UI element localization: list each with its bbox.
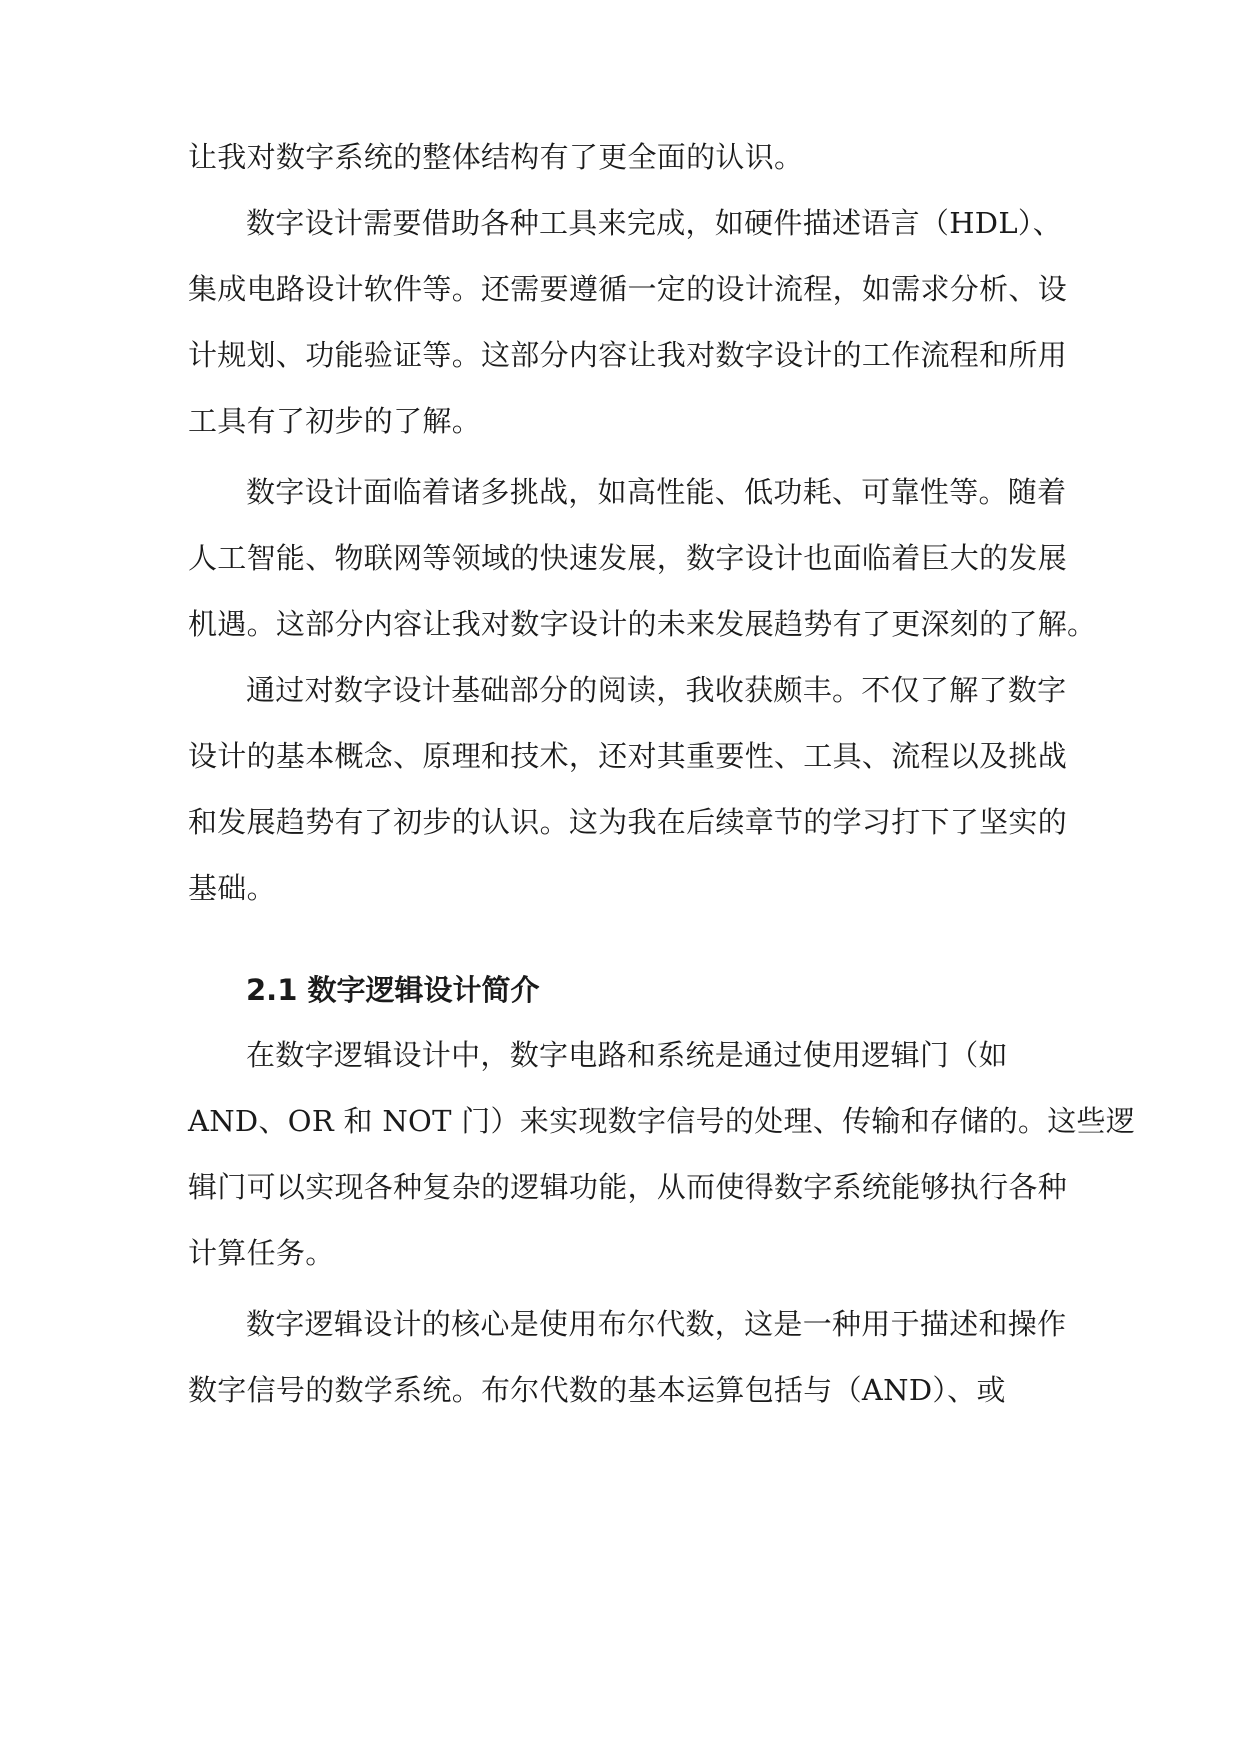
section-heading: 2.1 数字逻辑设计简介 (246, 973, 540, 1007)
paragraph-line: 机遇。这部分内容让我对数字设计的未来发展趋势有了更深刻的了解。 (188, 607, 1097, 641)
paragraph-line: 让我对数字系统的整体结构有了更全面的认识。 (188, 140, 804, 174)
paragraph-line: 在数字逻辑设计中，数字电路和系统是通过使用逻辑门（如 (246, 1038, 1008, 1072)
paragraph-line: 辑门可以实现各种复杂的逻辑功能，从而使得数字系统能够执行各种 (188, 1170, 1068, 1204)
paragraph-line: 集成电路设计软件等。还需要遵循一定的设计流程，如需求分析、设 (188, 272, 1068, 306)
paragraph-line: 数字信号的数学系统。布尔代数的基本运算包括与（AND）、或 (188, 1373, 1006, 1407)
paragraph-line: 人工智能、物联网等领域的快速发展，数字设计也面临着巨大的发展 (188, 541, 1068, 575)
paragraph-line: 计算任务。 (188, 1236, 335, 1270)
paragraph-line: 通过对数字设计基础部分的阅读，我收获颇丰。不仅了解了数字 (246, 673, 1067, 707)
paragraph-line: 数字设计面临着诸多挑战，如高性能、低功耗、可靠性等。随着 (246, 475, 1067, 509)
paragraph-line: 数字逻辑设计的核心是使用布尔代数，这是一种用于描述和操作 (246, 1307, 1067, 1341)
paragraph-line: 工具有了初步的了解。 (188, 404, 482, 438)
paragraph-line: 基础。 (188, 871, 276, 905)
paragraph-line: 计规划、功能验证等。这部分内容让我对数字设计的工作流程和所用 (188, 338, 1068, 372)
paragraph-line: 和发展趋势有了初步的认识。这为我在后续章节的学习打下了坚实的 (188, 805, 1068, 839)
paragraph-line: AND、OR 和 NOT 门）来实现数字信号的处理、传输和存储的。这些逻 (188, 1104, 1136, 1138)
paragraph-line: 设计的基本概念、原理和技术，还对其重要性、工具、流程以及挑战 (188, 739, 1068, 773)
paragraph-line: 数字设计需要借助各种工具来完成，如硬件描述语言（HDL）、 (246, 206, 1062, 240)
